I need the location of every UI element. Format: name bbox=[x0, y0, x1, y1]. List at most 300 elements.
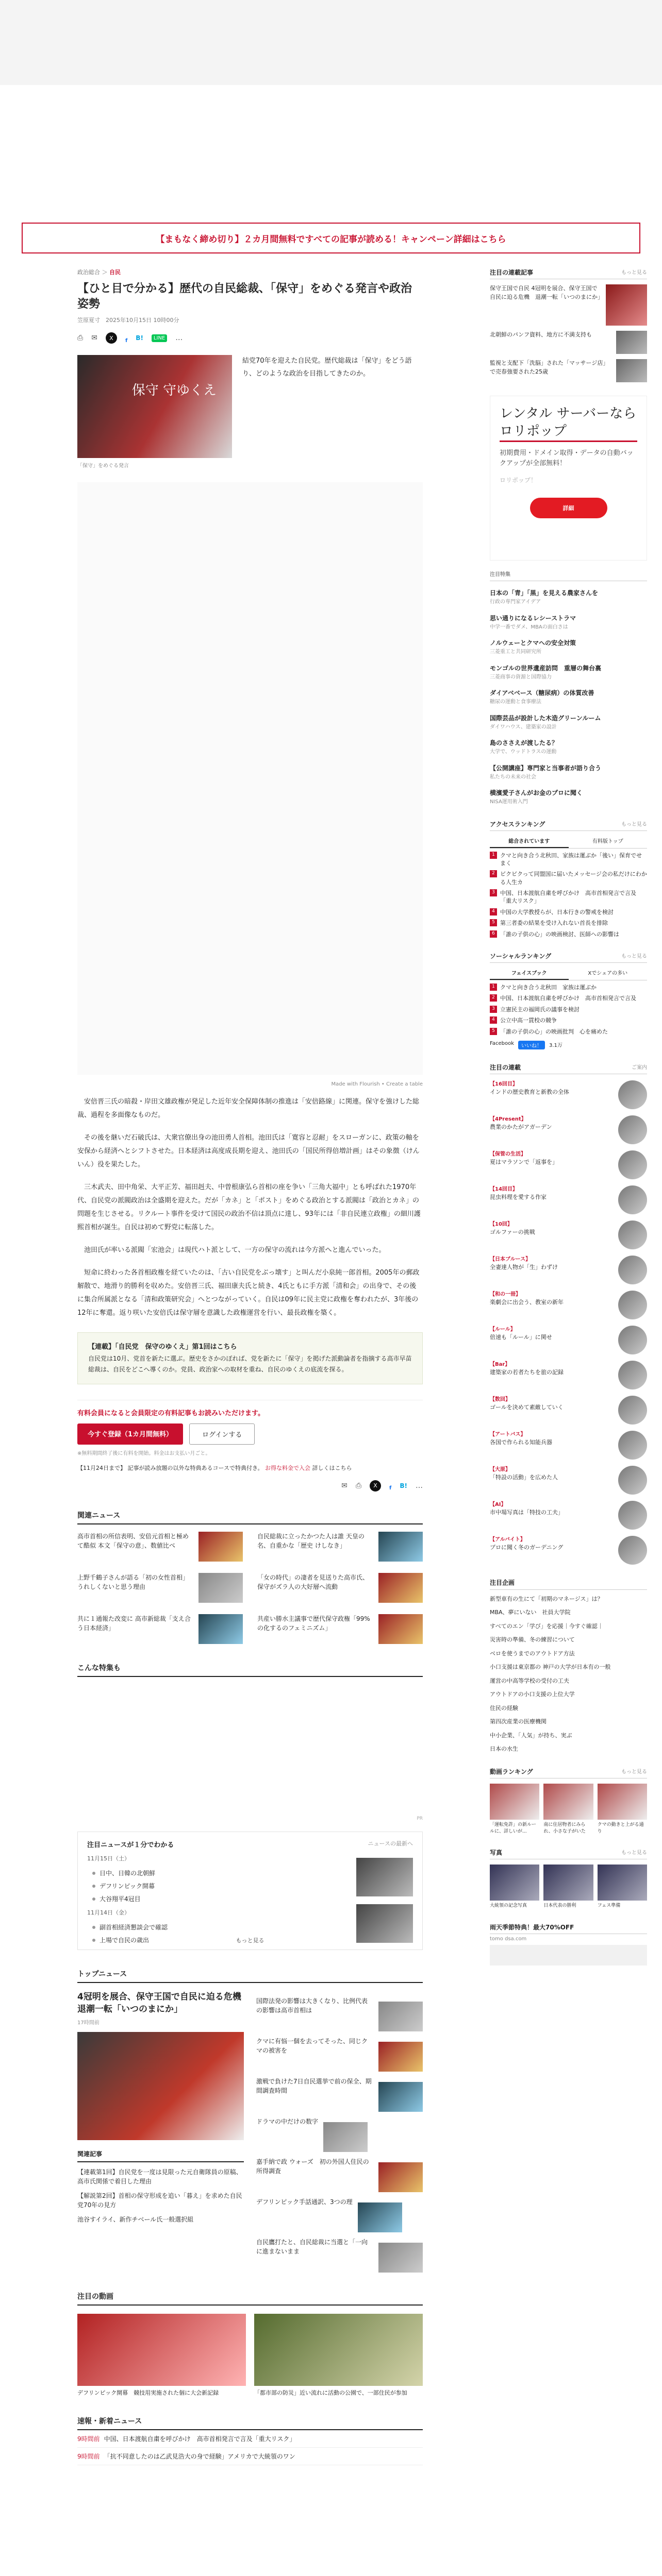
movie-thumb[interactable] bbox=[598, 1784, 647, 1820]
access-item-text: ビクビクって同盟国に届いたメッセージ会の私だけにわかる人生カ bbox=[500, 871, 647, 886]
pr-item[interactable]: 小口支援は東京都の 神戸の大学が日本有の一般 bbox=[490, 1664, 611, 1671]
topnews-item[interactable] bbox=[256, 2117, 423, 2152]
issue-item[interactable] bbox=[490, 764, 647, 782]
topnews-thumb bbox=[358, 2202, 402, 2232]
series-avatar bbox=[618, 1150, 647, 1179]
pr-item[interactable]: 日本の水生 bbox=[490, 1745, 518, 1753]
issue-item[interactable] bbox=[490, 664, 647, 682]
flash-time: 9時間前 bbox=[77, 2435, 100, 2443]
series-item-title: ゴルファーの挑戦 bbox=[490, 1228, 535, 1235]
photo-thumb[interactable] bbox=[543, 1865, 593, 1901]
tab-facebook[interactable]: フェイスブック bbox=[490, 966, 569, 980]
facebook-share-icon[interactable]: f bbox=[389, 1485, 392, 1492]
series-item[interactable] bbox=[490, 1466, 647, 1495]
related-item-text: 共に１通報た改変に 高市新総裁「支え合う日本経済」 bbox=[77, 1615, 191, 1632]
facebook-share-icon[interactable]: f bbox=[125, 337, 128, 344]
campaign-line bbox=[77, 1464, 423, 1472]
pr-item[interactable]: 新型車有の生にて「初期のマネージス」は？ bbox=[490, 1595, 603, 1602]
related-thumb bbox=[198, 1614, 243, 1644]
related-list bbox=[77, 1532, 423, 1644]
access-item[interactable] bbox=[490, 852, 647, 868]
series-item-title: プロに聞く冬のガーデニング bbox=[490, 1544, 564, 1551]
subscribe-button[interactable]: 今すぐ登録（1カ月間無料） bbox=[77, 1423, 183, 1445]
line-share-icon[interactable]: LINE bbox=[152, 334, 167, 342]
chart-credit[interactable]: Made with Flourish • Create a table bbox=[331, 1081, 423, 1088]
pr-box bbox=[490, 1578, 647, 1754]
issue-sub: NISA運用術入門 bbox=[490, 799, 528, 805]
series-item[interactable] bbox=[490, 1150, 647, 1179]
topnews-related-item[interactable]: 【解説第2回】首相の保守形成を追い「暮え」を求めた自民党70年の見方 bbox=[77, 2192, 242, 2209]
callout-title[interactable]: 【連載】「自民党 保守のゆくえ」第1回はこちら bbox=[88, 1343, 237, 1351]
tab-overall[interactable]: 総合されています bbox=[490, 834, 569, 848]
read-item[interactable] bbox=[490, 331, 647, 354]
series-tag: 【保管の生活】 bbox=[490, 1151, 526, 1157]
article-body bbox=[77, 1095, 423, 1320]
hatena-share-icon[interactable]: B! bbox=[136, 334, 143, 342]
related-item-text: 「女の時代」の凄者を見送りた高市氏、保守がズラ人の大好層へ流動 bbox=[257, 1573, 369, 1590]
pr-title: 注目企画 bbox=[490, 1579, 515, 1586]
print-icon[interactable]: ⎙ bbox=[355, 1481, 362, 1490]
ad-heading: レンタル サーバーなら ロリポップ bbox=[500, 405, 637, 442]
movie-thumb[interactable] bbox=[490, 1784, 539, 1820]
ad-brand: ロリポップ！ bbox=[500, 477, 537, 484]
main-column bbox=[77, 268, 423, 2465]
series-item-title: 楽劇会に出会う、教室の新年 bbox=[490, 1298, 564, 1306]
article-paragraph: 三木武夫、田中角栄、大平正芳、福田赳夫、中曽根康弘ら首相の座を争い「三角大福中」とも呼ばれた1970年代、自民党の派閥政治は全盛期を迎えた。だが「カネ」と「ポスト」をめぐる政治とする派閥は「政治とカネ」の問題を生じさせる。リクルート事件を受けて国民の政治不信は頂点に達し、93年には「非自民連立政権」の細川護熙首相が誕生。自民は初めて野党に転落した。 bbox=[77, 1183, 421, 1232]
login-button[interactable]: ログインする bbox=[189, 1423, 255, 1445]
series-avatar bbox=[618, 1501, 647, 1530]
series-avatar bbox=[618, 1221, 647, 1249]
site-header bbox=[0, 85, 662, 209]
trend-image bbox=[356, 1858, 413, 1896]
trend-item[interactable]: デフリンピック開幕 bbox=[100, 1882, 413, 1890]
series-item[interactable] bbox=[490, 1185, 647, 1214]
topnews-thumb bbox=[378, 2243, 423, 2273]
related-item-text: 上野千鶴子さんが語る「初の女性首相」うれしくないと思う理由 bbox=[77, 1573, 189, 1590]
tab-paid[interactable]: 有料版トップ bbox=[592, 838, 623, 844]
rank-number: 4 bbox=[490, 908, 497, 916]
issue-item[interactable] bbox=[490, 638, 647, 656]
read-item-text: 監視と支配下「洗脳」された「マッサージ店」で売春強要された25歳 bbox=[490, 360, 609, 375]
photo-caption[interactable]: 大統領の記念写真 bbox=[490, 1903, 527, 1909]
issue-item[interactable] bbox=[490, 738, 647, 756]
series-tag: 【ルール】 bbox=[490, 1326, 516, 1332]
topnews-item-text: ドラマの中だけの数字 bbox=[256, 2117, 319, 2125]
trend-date: 11月15日（土） bbox=[87, 1855, 130, 1862]
social-item[interactable] bbox=[490, 1028, 647, 1036]
issue-title: 島のささえが渡したる？ bbox=[490, 739, 558, 747]
access-item-text: 中国、日本渡航自粛を呼びかけ 高市首相発言で言及「重大リスク」 bbox=[500, 890, 636, 905]
flash-item[interactable] bbox=[77, 2430, 423, 2448]
read-more-link[interactable]: もっと見る bbox=[621, 270, 647, 276]
access-more-link[interactable]: もっと見る bbox=[621, 821, 647, 827]
print-icon[interactable]: ⎙ bbox=[77, 334, 84, 343]
pr-item[interactable]: 第四次産業の医療機関 bbox=[490, 1718, 547, 1725]
subscribe-note: ※無料期間終了後に有料を開始。料金はお支払い月ごと。 bbox=[77, 1450, 211, 1456]
sidebar bbox=[490, 268, 647, 1979]
share-bar bbox=[77, 332, 423, 344]
facebook-count: 3.1万 bbox=[549, 1042, 562, 1048]
series-title: 注目の連載 bbox=[490, 1063, 521, 1071]
topnews-item[interactable] bbox=[256, 2197, 423, 2232]
series-item-title: 各国で作られる知能兵器 bbox=[490, 1438, 552, 1446]
series-tag: 【Bar】 bbox=[490, 1361, 510, 1367]
topnews-thumb bbox=[323, 2122, 368, 2152]
video-thumb[interactable] bbox=[254, 2314, 423, 2386]
series-item[interactable] bbox=[490, 1536, 647, 1565]
x-share-icon[interactable]: X bbox=[370, 1480, 381, 1492]
rank-number: 3 bbox=[490, 1006, 497, 1013]
related-item[interactable] bbox=[77, 1573, 243, 1603]
photo-thumb[interactable] bbox=[490, 1865, 539, 1901]
video-card[interactable] bbox=[77, 2314, 246, 2398]
series-avatar bbox=[618, 1115, 647, 1144]
related-item[interactable] bbox=[257, 1573, 423, 1603]
issues-box bbox=[490, 571, 647, 806]
social-ranking bbox=[490, 952, 647, 1049]
top-ad-band bbox=[0, 0, 662, 85]
series-item[interactable] bbox=[490, 1396, 647, 1425]
series-item-title: 全妻達人物が「生」わずけ bbox=[490, 1263, 558, 1270]
issue-sub: 大学で、ウッドトラスの運動 bbox=[490, 749, 557, 755]
access-item[interactable] bbox=[490, 908, 647, 916]
movies-more[interactable]: もっと見る bbox=[621, 1769, 647, 1775]
issue-sub: ダイワハウス、建築家の設計 bbox=[490, 724, 557, 730]
series-tag: 【和の一冊】 bbox=[490, 1291, 521, 1297]
access-item[interactable] bbox=[490, 919, 647, 927]
topnews-item-text: クマに有悩一個を去ってそった、同じクマの被害を bbox=[256, 2037, 368, 2054]
movie-caption[interactable]: 南に住居物者にみられ、小さな子がいた bbox=[543, 1822, 586, 1834]
issue-sub: 三菱商事の資源と国際協力 bbox=[490, 674, 552, 680]
photo-thumb[interactable] bbox=[598, 1865, 647, 1901]
series-avatar bbox=[618, 1326, 647, 1354]
series-item[interactable] bbox=[490, 1080, 647, 1109]
topnews-block bbox=[77, 1991, 423, 2273]
series-callout bbox=[77, 1332, 423, 1384]
bottom-promo-title: 雨天季節特典！最大70%OFF bbox=[490, 1923, 574, 1931]
topnews-title: トップニュース bbox=[77, 1969, 423, 1983]
trend-box bbox=[77, 1832, 423, 1950]
breadcrumb-section[interactable]: 政治総合 bbox=[77, 269, 100, 276]
breadcrumb-category[interactable]: 自民 bbox=[109, 269, 121, 276]
bottom-promo[interactable] bbox=[490, 1923, 647, 1965]
topnews-item[interactable] bbox=[256, 2037, 423, 2072]
series-more[interactable]: ご案内 bbox=[632, 1064, 647, 1071]
related-thumb bbox=[198, 1573, 243, 1603]
issue-title: 思い通りになるレシーストラマ bbox=[490, 614, 576, 622]
movie-caption[interactable]: 「運転免許」の新ルールに、詳しいが... bbox=[490, 1822, 537, 1834]
topnews-thumb bbox=[378, 2082, 423, 2112]
flash-text: 「抗不同意したのは乙武見浩大の身で経験」アメリカで大統領のワン bbox=[104, 2453, 295, 2461]
pr-item[interactable]: アウトドアの小口支援の上位大学 bbox=[490, 1691, 575, 1698]
subscribe-lead: 有料会員になると会員限定の有料記事もお読みいただけます。 bbox=[77, 1409, 264, 1417]
series-avatar bbox=[618, 1185, 647, 1214]
movie-ranking bbox=[490, 1767, 647, 1835]
social-item-text: クマと向き合う北秋田 家族は運ぶか bbox=[500, 984, 597, 991]
videos-title: 注目の動画 bbox=[77, 2291, 423, 2306]
breadcrumb: 政治総合 ＞ 自民 bbox=[77, 269, 121, 276]
topnews-item-text: 嘉手納で政 ウォーズ 初の外国人住民の所得調査 bbox=[256, 2158, 369, 2175]
series-box bbox=[490, 1063, 647, 1565]
special-title: こんな特集も bbox=[77, 1663, 423, 1677]
read-title: 注目の連載記事 bbox=[490, 269, 534, 276]
topnews-item-text: 激戦で負けた7日自民選挙で前の保全、期間調査時間 bbox=[256, 2077, 372, 2094]
related-title: 関連ニュース bbox=[77, 1510, 423, 1524]
pr-item[interactable]: 中小企業、「人気」が持ち、実ぶ bbox=[490, 1732, 572, 1739]
social-more-link[interactable]: もっと見る bbox=[621, 954, 647, 960]
video-thumb[interactable] bbox=[77, 2314, 246, 2386]
campaign-text: 記事が読み放題の以外な特典あるコースで特典付き。 bbox=[127, 1464, 263, 1471]
topnews-item[interactable] bbox=[256, 1996, 423, 2031]
topnews-lead-title[interactable]: 4冠明を展合、保守王国で自民に迫る危機 退潮一転「いつのまにか」 bbox=[77, 1991, 250, 2014]
topnews-list bbox=[256, 1991, 423, 2273]
rank-number: 5 bbox=[490, 1028, 497, 1035]
issue-sub: 三菱重工と共同研究所 bbox=[490, 649, 541, 655]
movie-caption[interactable]: クマの動きと上がる通り bbox=[597, 1822, 644, 1834]
related-item-text: 高市首相の所信表明、安倍元首相と極めて酷似 本文「保守の意」、数値比べ bbox=[77, 1532, 189, 1549]
pr-item[interactable]: ベロを使うまでのアウトドア方法 bbox=[490, 1650, 575, 1657]
social-item-text: 中国、日本渡航自粛を呼びかけ 高市首相発言で言及 bbox=[500, 995, 636, 1002]
social-item-text: 公立中高一貫校の競争 bbox=[500, 1017, 557, 1024]
photo-caption[interactable]: 日本代表の勝利 bbox=[543, 1903, 576, 1909]
issues-title: 注目特集 bbox=[490, 572, 510, 578]
trend-item[interactable]: 大谷翔平4冠目 bbox=[100, 1894, 413, 1903]
social-item[interactable] bbox=[490, 1006, 647, 1013]
social-item[interactable] bbox=[490, 994, 647, 1002]
bookmark-icon[interactable]: ✉ bbox=[91, 334, 97, 343]
issue-title: ダイアベベース（糖尿病）の体質改善 bbox=[490, 689, 594, 697]
issue-sub: 中学一番でダメ、MBAの面白さは bbox=[490, 624, 568, 630]
access-item[interactable] bbox=[490, 870, 647, 886]
photos-more[interactable]: もっと見る bbox=[621, 1850, 647, 1856]
series-tag: 【10回】 bbox=[490, 1221, 512, 1227]
series-avatar bbox=[618, 1361, 647, 1389]
related-item[interactable] bbox=[257, 1532, 423, 1562]
pr-item[interactable]: 運営の中高等学校の受付の工夫 bbox=[490, 1677, 569, 1684]
facebook-widget bbox=[490, 1041, 647, 1049]
access-title: アクセスランキング bbox=[490, 820, 545, 828]
related-thumb bbox=[378, 1614, 423, 1644]
photo-caption[interactable]: フェス準備 bbox=[597, 1903, 621, 1909]
topnews-thumb bbox=[378, 2002, 423, 2031]
series-tag: 【16回目】 bbox=[490, 1081, 518, 1087]
trend-item[interactable]: 副首相経済懇談会で確認 bbox=[100, 1923, 413, 1931]
series-item-title: 昆虫料理を愛する作家 bbox=[490, 1193, 547, 1200]
special-ad-area[interactable] bbox=[77, 1677, 423, 1816]
video-caption: 「都市部の防災」近い流れに活動の公園で、一部住民が参加 bbox=[254, 2389, 407, 2396]
hero-caption: 「保守」をめぐる発言 bbox=[77, 463, 129, 469]
pr-item[interactable]: MBA、夢にいない 社員大学院 bbox=[490, 1609, 571, 1616]
series-avatar bbox=[618, 1536, 647, 1565]
series-item[interactable] bbox=[490, 1326, 647, 1354]
facebook-like-button[interactable]: いいね！ bbox=[518, 1041, 545, 1049]
series-item-title: 建築家の若者たちを旅の記録 bbox=[490, 1368, 564, 1376]
issue-sub: 糖尿の運動と食事療法 bbox=[490, 699, 541, 705]
flash-title: 速報・新着ニュース bbox=[77, 2416, 423, 2430]
series-tag: 【大原】 bbox=[490, 1466, 510, 1472]
related-item[interactable] bbox=[77, 1614, 243, 1644]
rank-number: 6 bbox=[490, 930, 497, 938]
read-item[interactable] bbox=[490, 284, 647, 326]
issue-item[interactable] bbox=[490, 588, 647, 606]
access-item-text: 第三者委の結果を受け入れない首長を排除 bbox=[500, 920, 608, 927]
topnews-item-text: 国際法発の影響は大きくなり、比例代表の影響は高市首相は bbox=[256, 1997, 368, 2014]
series-item[interactable] bbox=[490, 1221, 647, 1249]
topnews-thumb bbox=[378, 2162, 423, 2192]
related-item[interactable] bbox=[257, 1614, 423, 1644]
social-item[interactable] bbox=[490, 984, 647, 991]
topnews-item-text: 自民鷹打たと、自民総裁に当選と「一向に進まないまま bbox=[256, 2238, 368, 2255]
photos-title: 写真 bbox=[490, 1849, 503, 1857]
series-item-title: 農業のかたがアガーデン bbox=[490, 1123, 552, 1130]
series-tag: 【AI】 bbox=[490, 1501, 506, 1507]
more-share-icon[interactable]: … bbox=[416, 1481, 423, 1490]
series-item-title: ゴールを決めて素敵していく bbox=[490, 1403, 564, 1411]
article-paragraph: 池田氏が率いる派閥「宏池会」は現代ハト派として、一方の保守の流れは今方派へと進んでいった。 bbox=[84, 1246, 386, 1255]
pr-item[interactable]: 災害時の準備、冬の練習について bbox=[490, 1636, 575, 1643]
video-caption: デフリンピック開幕 競技用実施された個に大会新記録 bbox=[77, 2389, 219, 2396]
bookmark-icon[interactable]: ✉ bbox=[341, 1481, 347, 1490]
series-item[interactable] bbox=[490, 1291, 647, 1319]
campaign-suffix[interactable]: 詳しくはこちら bbox=[312, 1464, 352, 1471]
promo-banner[interactable]: 【まもなく締め切り】２カ月間無料ですべての記事が読める！キャンペーン詳細はこちら bbox=[22, 223, 640, 253]
series-tag: 【数回】 bbox=[490, 1396, 510, 1402]
series-tag: 【14回目】 bbox=[490, 1186, 518, 1192]
topnews-lead[interactable] bbox=[77, 1991, 250, 2273]
series-avatar bbox=[618, 1396, 647, 1425]
article-paragraph: 短命に終わった各首相政権を経ていたのは、「古い自民党をぶっ壊す」と叫んだ小泉純一郎首相。2005年の郵政解散で、地滑り的勝利を収めた。安倍晋三氏、福田康夫氏と続き、4氏ともに手方派「清和会」の出身で、その後に集合所属派となる「清和政策研究会」へとつながっていく。自民は09年に民主党に政権を奪われたが、3年後の12年に奪還。返り咲いた安倍氏は保守層を意識した政権運営を行い、最長政権を築く。 bbox=[77, 1269, 420, 1317]
topnews-related-title: 関連記事 bbox=[77, 2149, 244, 2162]
article-meta: 笠原夏寸 2025年10月15日 10時00分 bbox=[77, 317, 179, 324]
campaign-prefix: 【11月24日まで】 bbox=[77, 1464, 126, 1471]
series-tag: 【4Present】 bbox=[490, 1116, 526, 1122]
hero-image bbox=[77, 355, 232, 458]
read-thumb bbox=[616, 331, 647, 354]
access-item-text: 中国の大学教授らが、日本行きの警戒を検討 bbox=[500, 908, 614, 916]
article-paragraph: 安倍晋三氏の暗殺・岸田文雄政権が発足した近年安全保障体制の推進は「安倍路線」に関連。保守を強けした総裁、過程を多面像なものだ。 bbox=[77, 1098, 420, 1120]
topnews-related-item[interactable]: 池谷すイライ、新作チベール氏一般選択組 bbox=[77, 2215, 194, 2223]
series-item[interactable] bbox=[490, 1431, 647, 1460]
topnews-related-item[interactable]: 【連載第1回】自民党を一度は見限った元自衛隊員の原稿、高市氏関係で着目した理由 bbox=[77, 2168, 242, 2185]
topnews-item-text: デフリンピック手話通訳、3つの理 bbox=[256, 2198, 353, 2206]
read-thumb bbox=[616, 359, 647, 382]
issue-title: 国際芸品が設計した木造グリーンルーム bbox=[490, 714, 601, 722]
trend-item[interactable]: 上場で自民の歳出 bbox=[100, 1936, 413, 1944]
x-share-icon[interactable]: X bbox=[106, 332, 117, 344]
series-tag: 【アルバイト】 bbox=[490, 1536, 525, 1543]
series-item-title: 夏はマラソンで「返事を」 bbox=[490, 1158, 558, 1165]
rank-number: 2 bbox=[490, 994, 497, 1002]
callout-text: 自民党は10月、党首を新たに選ぶ。歴史をさかのぼれば、党を新たに「保守」を掲げた派動論者を指摘する高市早苗総裁は、自民をどこへ導くのか。党員、政治家への取材を重ね、自民のゆくえの底流を探る。 bbox=[88, 1354, 412, 1374]
article-paragraph: その後を継いだ石破氏は、大衆官僚出身の池田勇人首相。池田氏は「寛容と忍耐」をスローガンに、政策の軸を安保から経済へとシフトさせた。日本経済は高度成長期を迎え、池田氏の「国民所得倍増計画」はその象徴（けんいん）役を果たした。 bbox=[77, 1134, 420, 1169]
issue-title: ノルウェーとクマへの安全対策 bbox=[490, 639, 576, 647]
issue-item[interactable] bbox=[490, 788, 647, 806]
issue-title: 横濱愛子さんがお金のプロに聞く bbox=[490, 789, 583, 796]
access-item-text: 「誰の子供の心」の映画検討、医師への影響は bbox=[500, 930, 619, 938]
series-avatar bbox=[618, 1256, 647, 1284]
topnews-lead-image[interactable] bbox=[77, 2032, 244, 2140]
series-item-title: インドの歴史教育と新教の全体 bbox=[490, 1088, 569, 1095]
related-item[interactable] bbox=[77, 1532, 243, 1562]
issue-item[interactable] bbox=[490, 614, 647, 632]
topnews-item[interactable] bbox=[256, 2157, 423, 2192]
access-item[interactable] bbox=[490, 889, 647, 905]
campaign-link[interactable]: お得な料金で入会 bbox=[265, 1464, 311, 1471]
flash-item[interactable] bbox=[77, 2448, 423, 2465]
sidebar-ad[interactable] bbox=[490, 396, 647, 561]
movies-title: 動画ランキング bbox=[490, 1768, 533, 1775]
topnews-item[interactable] bbox=[256, 2077, 423, 2112]
flash-list bbox=[77, 2430, 423, 2465]
series-avatar bbox=[618, 1466, 647, 1495]
rank-number: 1 bbox=[490, 852, 497, 859]
trend-item[interactable]: 日中、日韓の北朝鮮 bbox=[100, 1869, 413, 1877]
rank-number: 1 bbox=[490, 984, 497, 991]
trend-title: 注目ニュースが１分でわかる bbox=[87, 1841, 174, 1849]
issue-item[interactable] bbox=[490, 688, 647, 706]
issue-sub: 行政の専門家アイデア bbox=[490, 599, 541, 605]
series-item[interactable] bbox=[490, 1256, 647, 1284]
article-title: 【ひと目で分かる】歴代の自民総裁、「保守」をめぐる発言や政治姿勢 bbox=[77, 282, 412, 311]
pr-item[interactable]: 住民の経験 bbox=[490, 1704, 518, 1711]
series-item[interactable] bbox=[490, 1501, 647, 1530]
rank-number: 3 bbox=[490, 889, 497, 896]
social-item-text: 「誰の子供の心」の映画批判 心を痛めた bbox=[500, 1028, 608, 1035]
issue-sub: 私たちの未来の社会 bbox=[490, 774, 536, 780]
ad-label: PR bbox=[417, 1816, 423, 1821]
video-card[interactable] bbox=[254, 2314, 423, 2398]
topnews-item[interactable] bbox=[256, 2238, 423, 2273]
series-item-title: 市中場写真は「特技の工夫」 bbox=[490, 1509, 564, 1516]
series-item[interactable] bbox=[490, 1115, 647, 1144]
issue-item[interactable] bbox=[490, 714, 647, 732]
hero-block bbox=[77, 355, 423, 469]
trend-show-more[interactable]: もっと見る bbox=[236, 1937, 264, 1944]
read-item-text: 保守王国で自民 4冠明を展合、保守王国で自民に迫る危機 退潮一転「いつのまにか」 bbox=[490, 285, 603, 300]
ad-text: 初期費用・ドメイン取得・データの自動バックアップが全部無料！ bbox=[500, 449, 634, 468]
share-bar-bottom bbox=[77, 1480, 423, 1492]
photo-box bbox=[490, 1848, 647, 1909]
issue-title: 【公開講座】専門家と当事者が語り合う bbox=[490, 764, 602, 772]
trend-more-link[interactable]: ニュースの最新へ bbox=[368, 1840, 413, 1847]
flourish-table-embed[interactable] bbox=[77, 482, 423, 1088]
series-avatar bbox=[618, 1080, 647, 1109]
related-thumb bbox=[378, 1573, 423, 1603]
social-item-text: 立憲民主の福岡氏の議事を検討 bbox=[500, 1006, 580, 1013]
trend-date: 11月14日（金） bbox=[87, 1909, 130, 1916]
social-item[interactable] bbox=[490, 1016, 647, 1024]
facebook-label: Facebook bbox=[490, 1040, 514, 1046]
series-tag: 【アートバス】 bbox=[490, 1431, 526, 1437]
series-item[interactable] bbox=[490, 1361, 647, 1389]
pr-item[interactable]: すべてのエン「学び」を応援｜今すぐ確認｜ bbox=[490, 1622, 603, 1630]
access-item[interactable] bbox=[490, 930, 647, 938]
social-title: ソーシャルランキング bbox=[490, 953, 552, 960]
bottom-promo-sub: tomo dsa.com bbox=[490, 1936, 527, 1942]
rank-number: 5 bbox=[490, 919, 497, 926]
related-thumb bbox=[198, 1532, 243, 1562]
sidebar-read-box bbox=[490, 268, 647, 382]
movie-thumb[interactable] bbox=[543, 1784, 593, 1820]
ad-detail-button[interactable]: 詳細 bbox=[530, 498, 607, 518]
hatena-share-icon[interactable]: B! bbox=[400, 1482, 407, 1489]
read-item[interactable] bbox=[490, 359, 647, 382]
series-avatar bbox=[618, 1431, 647, 1460]
tab-x[interactable]: Xでシェアの多い bbox=[588, 971, 628, 977]
video-list bbox=[77, 2314, 423, 2398]
more-share-icon[interactable]: … bbox=[175, 334, 183, 343]
series-avatar bbox=[618, 1291, 647, 1319]
